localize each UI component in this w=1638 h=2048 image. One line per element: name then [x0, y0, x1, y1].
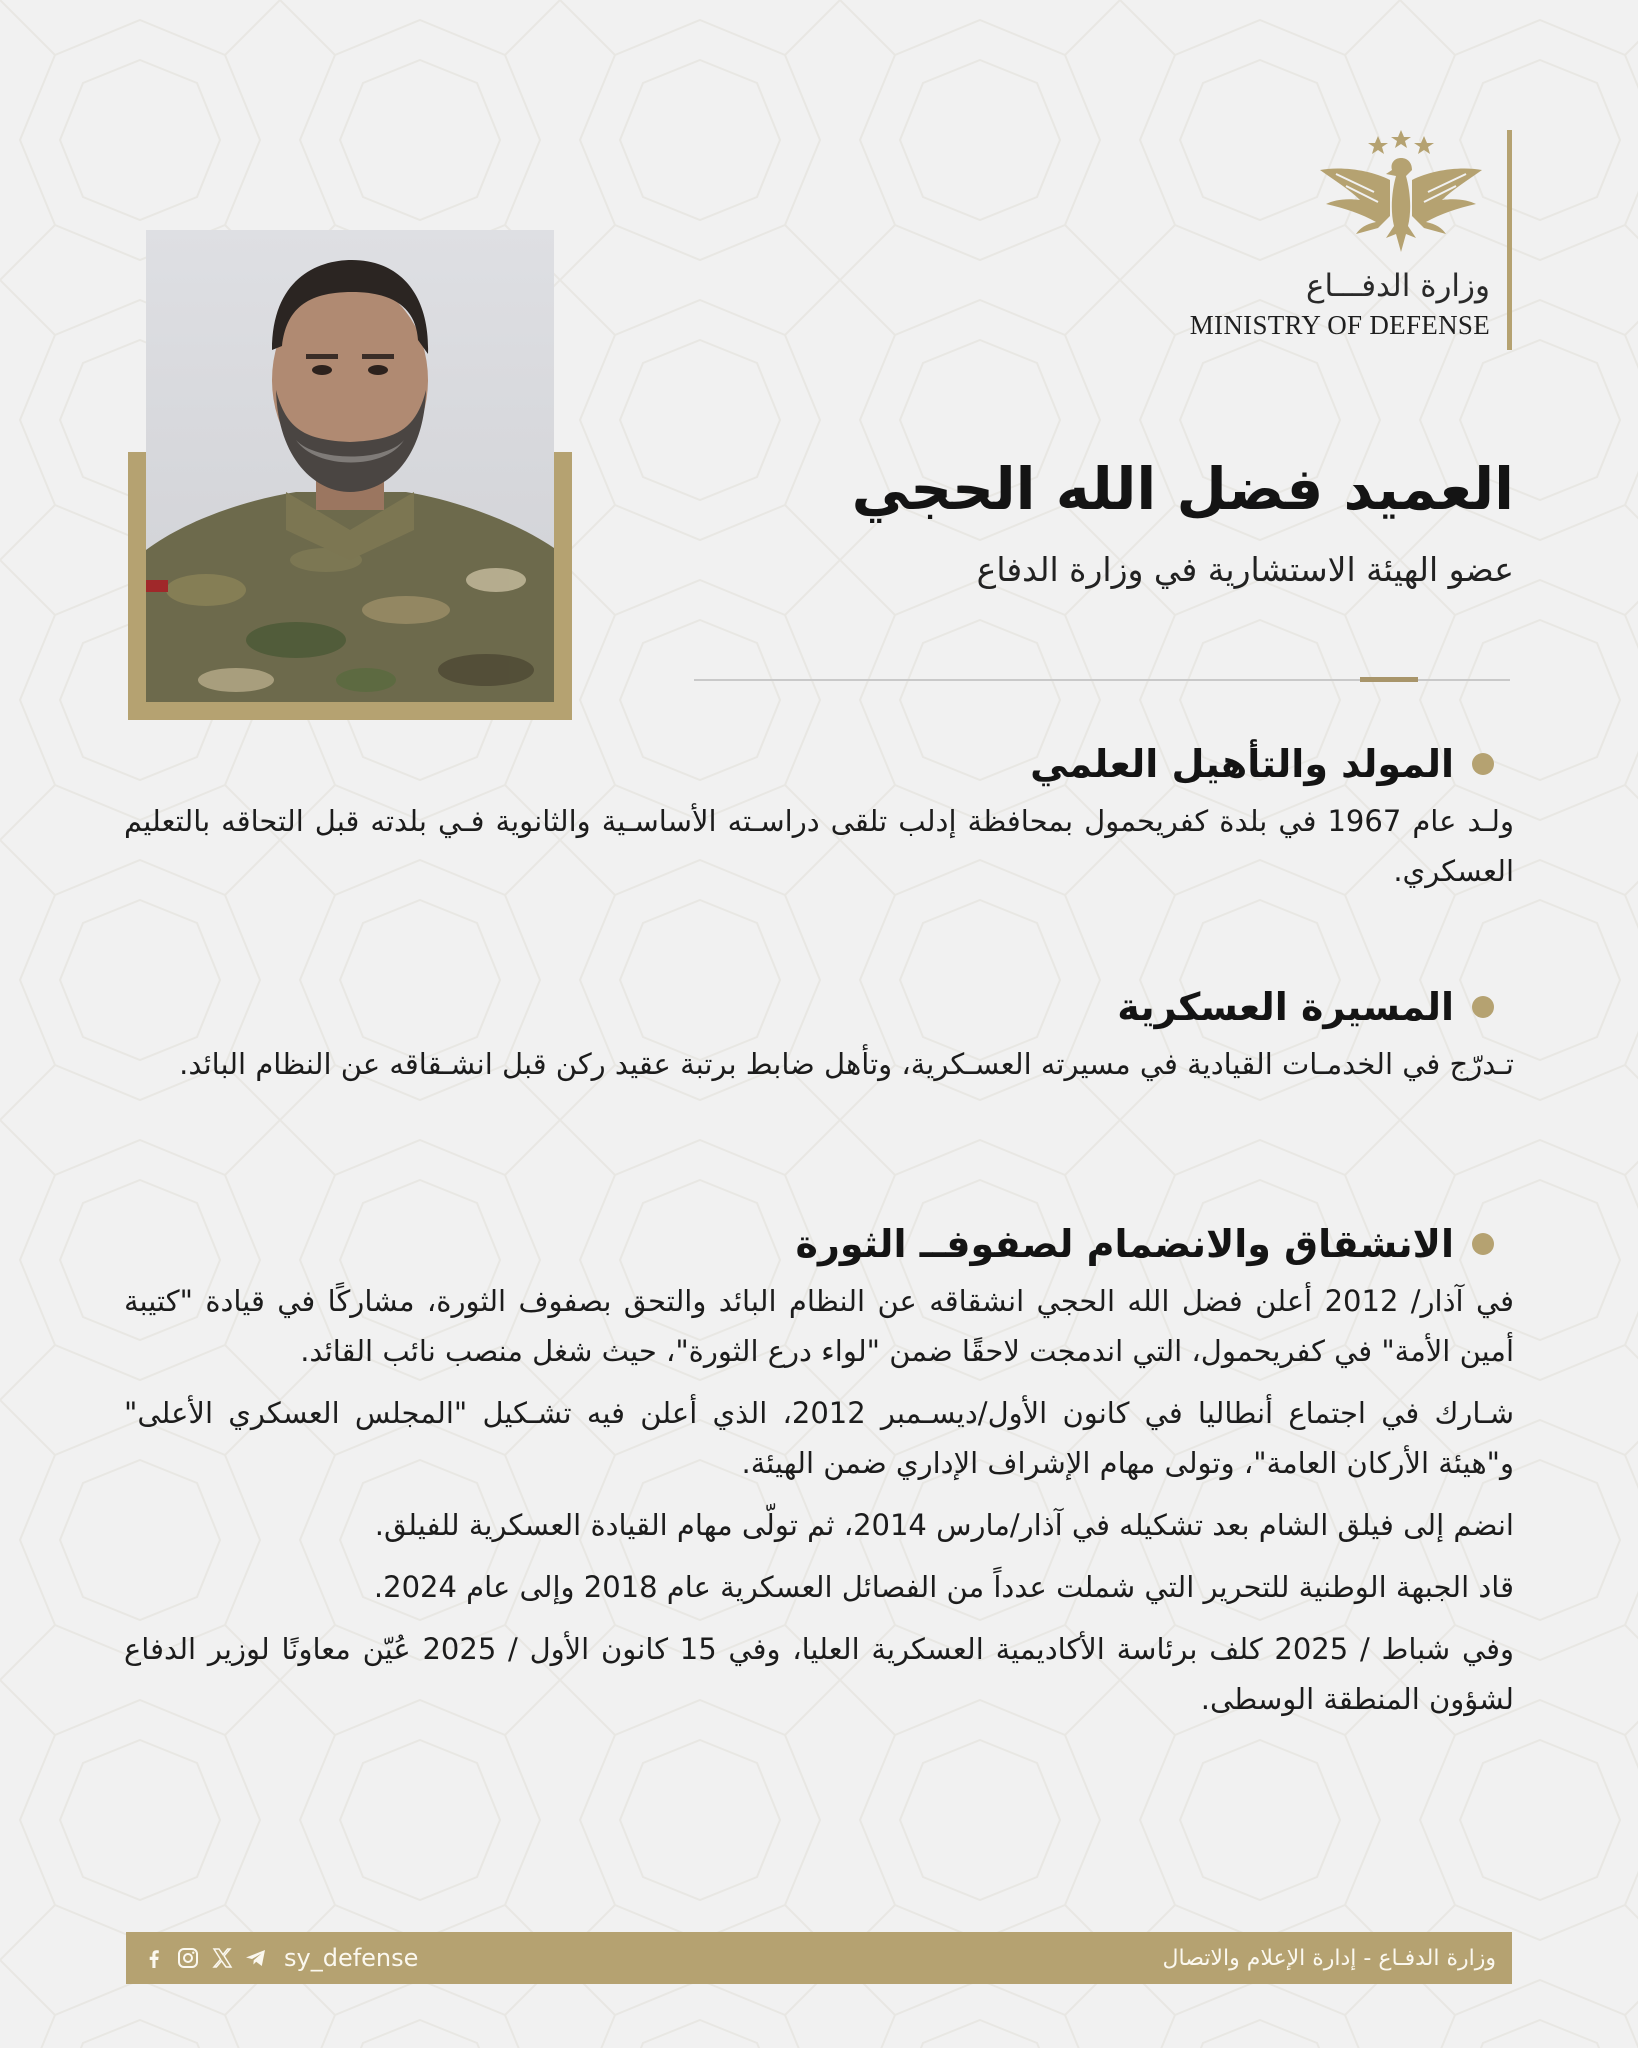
eagle-with-three-stars-icon	[1316, 130, 1486, 255]
footer-department: وزارة الدفـاع - إدارة الإعلام والاتصال	[1162, 1945, 1496, 1971]
section-heading	[124, 742, 1514, 786]
social-links	[142, 1944, 418, 1972]
telegram-icon[interactable]	[244, 1946, 268, 1970]
bullet-dot-icon	[1472, 1233, 1494, 1255]
logo-text-english: MINISTRY OF DEFENSE	[1189, 310, 1490, 340]
divider-accent	[1360, 677, 1418, 682]
section-paragraph: ولـد عام 1967 في بلدة كفريحمول بمحافظة إدلب تلقى دراسـته الأساسـية والثانوية فـي بلدته قبل التحاقه بالتعليم العسكري.	[124, 804, 1514, 888]
section-paragraph: شـارك في اجتماع أنطاليا في كانون الأول/ديسـمبر 2012، الذي أعلن فيه تشـكيل "المجلس العسكري الأعلى" و"هيئة الأركان العامة"، وتولى مهام الإشراف الإداري ضمن الهيئة.	[124, 1396, 1514, 1480]
section-defection-revolution	[124, 1222, 1514, 1736]
section-heading	[124, 1222, 1514, 1266]
portrait-illustration	[146, 230, 554, 702]
x-icon[interactable]	[210, 1946, 234, 1970]
portrait-photo	[146, 230, 554, 702]
section-paragraph: انضم إلى فيلق الشام بعد تشكيله في آذار/مارس 2014، ثم تولّى مهام القيادة العسكرية للفيلق.	[374, 1508, 1514, 1542]
ministry-logo	[1189, 130, 1512, 350]
section-birth-education	[124, 742, 1514, 896]
section-title: المسيرة العسكرية	[1117, 985, 1454, 1029]
footer-bar	[126, 1932, 1512, 1984]
person-role: عضو الهيئة الاستشارية في وزارة الدفاع	[976, 550, 1514, 589]
logo-vertical-rule	[1507, 130, 1512, 350]
person-name: العميد فضل الله الحجي	[851, 455, 1514, 523]
bullet-dot-icon	[1472, 753, 1494, 775]
facebook-icon[interactable]	[142, 1946, 166, 1970]
section-paragraph: تـدرّج في الخدمـات القيادية في مسيرته العسـكرية، وتأهل ضابط برتبة عقيد ركن قبل انشـقاقه عن النظام البائد.	[179, 1047, 1514, 1081]
social-handle[interactable]: sy_defense	[284, 1944, 419, 1972]
section-military-career	[124, 985, 1514, 1089]
section-paragraph: في آذار/ 2012 أعلن فضل الله الحجي انشقاقه عن النظام البائد والتحق بصفوف الثورة، مشاركًا في قيادة "كتيبة أمين الأمة" في كفريحمول، التي اندمجت لاحقًا ضمن "لواء درع الثورة"، حيث شغل منصب نائب القائد.	[124, 1284, 1514, 1368]
section-heading	[124, 985, 1514, 1029]
instagram-icon[interactable]	[176, 1946, 200, 1970]
section-title: الانشقاق والانضمام لصفوفــ الثورة	[795, 1222, 1454, 1266]
section-paragraph: وفي شباط / 2025 كلف برئاسة الأكاديمية العسكرية العليا، وفي 15 كانون الأول / 2025 عُيّن معاونًا لوزير الدفاع لشؤون المنطقة الوسطى.	[124, 1632, 1514, 1716]
section-paragraph: قاد الجبهة الوطنية للتحرير التي شملت عدداً من الفصائل العسكرية عام 2018 وإلى عام 2024.	[373, 1570, 1514, 1604]
logo-text-arabic: وزارة الدفـــاع	[1306, 268, 1490, 304]
section-title: المولد والتأهيل العلمي	[1030, 742, 1454, 786]
bullet-dot-icon	[1472, 996, 1494, 1018]
